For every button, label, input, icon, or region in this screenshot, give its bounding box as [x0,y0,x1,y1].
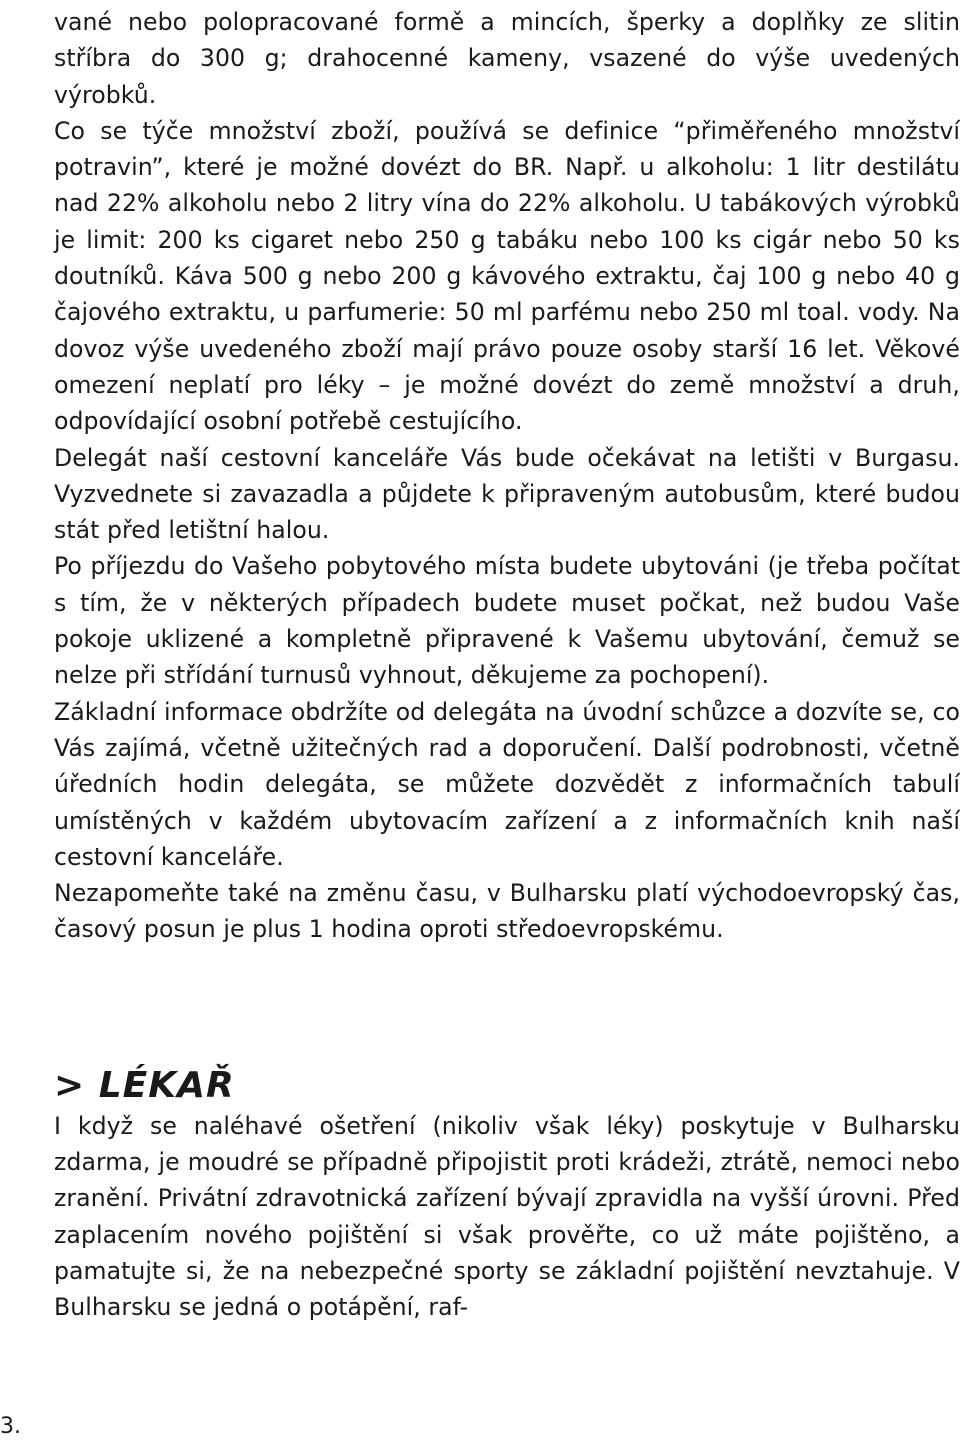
document-page [54,4,960,1326]
paragraph-delegate-airport: Delegát naší cestovní kanceláře Vás bude očekávat na letišti v Burgasu. Vyzvednete si zavazadla a půjdete k připraveným autobusům, které budou stát před letištní halou. [54,443,960,545]
paragraph-precious-items: vané nebo polopracované formě a mincích, šperky a doplňky ze slitin stříbra do 300 g; drahocenné kameny, vsazené do výše uvedených výrobků. [54,8,960,109]
paragraph-goods-quantity: Co se týče množství zboží, používá se definice “přiměřeného množství potravin”, které je možné dovézt do BR. Např. u alkoholu: 1 litr destilátu nad 22% alkoholu nebo 2 litry vína do 22% alkoholu. U tabákových výrobků je limit: 200 ks cigaret nebo 250 g tabáku nebo 100 ks cigár nebo 50 ks doutníků. Káva 500 g nebo 200 g kávového extraktu, čaj 100 g nebo 40 g čajového extraktu, u parfumerie: 50 ml parfému nebo 250 ml toal. vody. Na dovoz výše uvedeného zboží mají právo pouze osoby starší 16 let. Věkové omezení neplatí pro léky – je možné dovézt do země množství a druh, odpovídající osobní potřebě cestujícího. [54,116,960,436]
paragraph-basic-info: Základní informace obdržíte od delegáta na úvodní schůzce a dozvíte se, co Vás zajímá, včetně užitečných rad a doporučení. Další podrobnosti, včetně úředních hodin delegáta, se můžete dozvědět z informačních tabulí umístěných v každém ubytovacím zařízení a z informačních knih naší cestovní kanceláře. [54,697,960,871]
paragraph-accommodation: Po příjezdu do Vašeho pobytového místa budete ubytováni (je třeba počítat s tím, že v některých případech budete muset počkat, než budou Vaše pokoje uklizené a kompletně připravené k Vašemu ubytování, čemuž se nelze při střídání turnusů vyhnout, děkujeme za pochopení). [54,552,960,690]
section-heading-doctor: > LÉKAŘ [54,1064,235,1106]
page-number: 3. [0,1414,21,1439]
paragraph-time-change: Nezapomeňte také na změnu času, v Bulharsku platí východoevropský čas, časový posun je plus 1 hodina oproti středoevropskému. [54,879,960,944]
paragraph-doctor: I když se naléhavé ošetření (nikoliv však léky) poskytuje v Bulharsku zdarma, je moudré se případně připojistit proti krádeži, ztrátě, nemoci nebo zranění. Privátní zdravotnická zařízení bývají zpravidla na vyšší úrovni. Před zaplacením nového pojištění si však prověřte, co už máte pojištěno, a pamatujte si, že na nebezpečné sporty se základní pojištění nevztahuje. V Bulharsku se jedná o potápění, raf- [54,1111,960,1322]
